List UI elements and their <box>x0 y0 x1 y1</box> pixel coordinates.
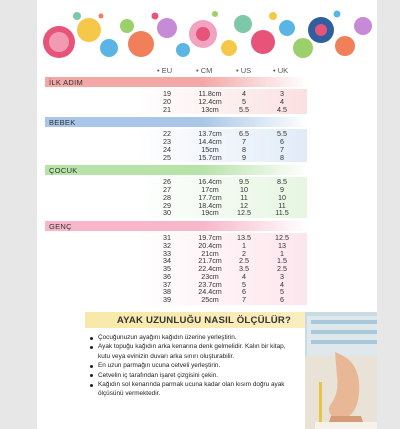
size-cell-us: 5.5 <box>239 104 249 114</box>
size-row <box>45 281 307 289</box>
size-cell-us: 7 <box>242 295 246 304</box>
guide-item: En uzun parmağın ucuna cetveli yerleştirin. <box>89 361 299 370</box>
size-cell-cm: 19.7cm <box>198 233 222 242</box>
size-cell-eu: 19 <box>163 89 171 98</box>
size-cell-uk: 2.5 <box>277 264 287 273</box>
column-header-uk: • UK <box>273 66 289 75</box>
size-cell-cm: 22.4cm <box>198 264 222 273</box>
size-cell-cm: 19cm <box>201 208 219 218</box>
size-cell-cm: 16.4cm <box>198 177 222 187</box>
size-group-header <box>45 221 307 231</box>
size-cell-uk: 6 <box>280 295 284 304</box>
size-cell-uk: 6 <box>280 137 284 146</box>
size-cell-cm: 17.7cm <box>198 192 222 202</box>
size-cell-cm: 23.7cm <box>198 279 222 289</box>
baby-leg-measure-photo-icon <box>305 312 377 429</box>
size-cell-uk: 12.5 <box>275 233 289 242</box>
size-cell-uk: 3 <box>280 89 284 98</box>
size-cell-cm: 15cm <box>201 144 219 154</box>
size-cell-cm: 13.7cm <box>198 129 222 139</box>
size-cell-uk: 4 <box>280 279 284 289</box>
size-cell-uk: 8.5 <box>277 177 287 187</box>
size-cell-us: 6 <box>242 287 246 297</box>
size-row <box>45 98 307 106</box>
polka-dot-banner-icon <box>37 8 377 60</box>
guide-list <box>89 333 299 399</box>
size-cell-us: 12 <box>240 200 248 210</box>
size-row <box>45 209 307 217</box>
size-row <box>45 288 307 296</box>
size-cell-uk: 9 <box>280 185 284 194</box>
size-cell-cm: 18.4cm <box>198 200 222 210</box>
size-row <box>45 265 307 273</box>
size-row <box>45 250 307 258</box>
size-cell-us: 4 <box>242 89 246 98</box>
size-row <box>45 242 307 250</box>
size-row <box>45 194 307 202</box>
size-cell-eu: 30 <box>163 208 171 218</box>
size-cell-cm: 23cm <box>201 271 219 281</box>
size-cell-eu: 21 <box>163 104 171 114</box>
size-row <box>45 146 307 154</box>
size-cell-cm: 21.7cm <box>198 256 222 266</box>
size-cell-eu: 34 <box>163 256 171 266</box>
size-cell-us: 10 <box>240 185 248 194</box>
guide-item: Kağıdın sol kenarında parmak ucuna kadar olan kısım doğru ayak ölçüsünü vermektedir. <box>89 380 299 399</box>
size-cell-uk: 13 <box>278 240 286 250</box>
size-cell-eu: 24 <box>163 144 171 154</box>
size-row <box>45 296 307 304</box>
size-cell-eu: 22 <box>163 129 171 139</box>
size-cell-eu: 29 <box>163 200 171 210</box>
size-cell-cm: 24.4cm <box>198 287 222 297</box>
column-header-us: • US <box>236 66 252 75</box>
size-row <box>45 234 307 242</box>
size-cell-uk: 10 <box>278 192 286 202</box>
guide-item: Çocuğunuzun ayağını kağıdın üzerine yerleştirin. <box>89 333 299 342</box>
size-cell-eu: 38 <box>163 287 171 297</box>
size-cell-cm: 21cm <box>201 248 219 258</box>
size-cell-cm: 25cm <box>201 295 219 304</box>
size-row <box>45 130 307 138</box>
size-row <box>45 186 307 194</box>
size-group-header <box>45 117 307 127</box>
size-cell-us: 5 <box>242 96 246 106</box>
guide-item: Ayak topuğu kağıdın arka kenarına denk gelmelidir. Kalın bir kitap, kutu veya evinizin duvarı arka sınırı oluşturabilir. <box>89 342 299 361</box>
size-cell-eu: 28 <box>163 192 171 202</box>
size-cell-eu: 35 <box>163 264 171 273</box>
size-cell-us: 4 <box>242 271 246 281</box>
size-cell-cm: 15.7cm <box>198 152 222 162</box>
size-cell-cm: 12.4cm <box>198 96 222 106</box>
size-group-label: GENÇ <box>49 222 72 231</box>
size-row <box>45 257 307 265</box>
size-cell-eu: 26 <box>163 177 171 187</box>
size-group-header <box>45 77 307 87</box>
size-cell-eu: 33 <box>163 248 171 258</box>
size-cell-uk: 5 <box>280 287 284 297</box>
size-cell-eu: 31 <box>163 233 171 242</box>
size-cell-us: 3.5 <box>239 264 249 273</box>
size-cell-eu: 27 <box>163 185 171 194</box>
size-cell-eu: 36 <box>163 271 171 281</box>
size-cell-cm: 14.4cm <box>198 137 222 146</box>
size-cell-uk: 8 <box>280 152 284 162</box>
size-cell-uk: 11.5 <box>275 208 289 218</box>
size-row <box>45 90 307 98</box>
guide-title: AYAK UZUNLUĞU NASIL ÖLÇÜLÜR? <box>116 315 292 326</box>
size-chart-sheet <box>37 0 377 429</box>
size-cell-eu: 32 <box>163 240 171 250</box>
size-group-label: BEBEK <box>49 118 76 128</box>
size-row <box>45 273 307 281</box>
size-cell-uk: 11 <box>278 200 286 210</box>
size-cell-us: 13.5 <box>237 233 251 242</box>
size-row <box>45 202 307 210</box>
size-cell-uk: 1.5 <box>277 256 287 266</box>
size-row <box>45 178 307 186</box>
size-cell-us: 2 <box>242 248 246 258</box>
guide-item: Cetvelin iç tarafından işaret çizgisini çekin. <box>89 371 299 380</box>
size-cell-uk: 4 <box>280 96 284 106</box>
size-cell-us: 1 <box>242 240 246 250</box>
size-cell-uk: 3 <box>280 271 284 281</box>
size-group-header <box>45 165 307 175</box>
size-cell-uk: 1 <box>280 248 284 258</box>
size-cell-cm: 17cm <box>201 185 219 194</box>
size-cell-cm: 20.4cm <box>198 240 222 250</box>
size-cell-cm: 13cm <box>201 104 219 114</box>
size-row <box>45 154 307 162</box>
size-cell-us: 8 <box>242 144 246 154</box>
size-cell-eu: 25 <box>163 152 171 162</box>
size-cell-eu: 37 <box>163 279 171 289</box>
size-cell-us: 9.5 <box>239 177 249 187</box>
size-cell-us: 7 <box>242 137 246 146</box>
size-cell-us: 12.5 <box>237 208 251 218</box>
size-group-label: İLK ADIM <box>49 78 84 87</box>
size-group-label: ÇOCUK <box>49 166 78 176</box>
size-cell-uk: 4.5 <box>277 104 287 114</box>
size-cell-uk: 5.5 <box>277 129 287 139</box>
column-header-cm: • CM <box>196 66 213 75</box>
size-cell-cm: 11.8cm <box>198 89 222 98</box>
size-cell-uk: 7 <box>280 144 284 154</box>
size-cell-us: 9 <box>242 152 246 162</box>
size-cell-eu: 23 <box>163 137 171 146</box>
size-row <box>45 138 307 146</box>
column-header-eu: • EU <box>157 66 173 75</box>
size-cell-eu: 20 <box>163 96 171 106</box>
size-cell-us: 6.5 <box>239 129 249 139</box>
size-row <box>45 106 307 114</box>
size-cell-eu: 39 <box>163 295 171 304</box>
size-cell-us: 2.5 <box>239 256 249 266</box>
size-cell-us: 11 <box>240 192 248 202</box>
size-cell-us: 5 <box>242 279 246 289</box>
size-table <box>45 64 369 309</box>
